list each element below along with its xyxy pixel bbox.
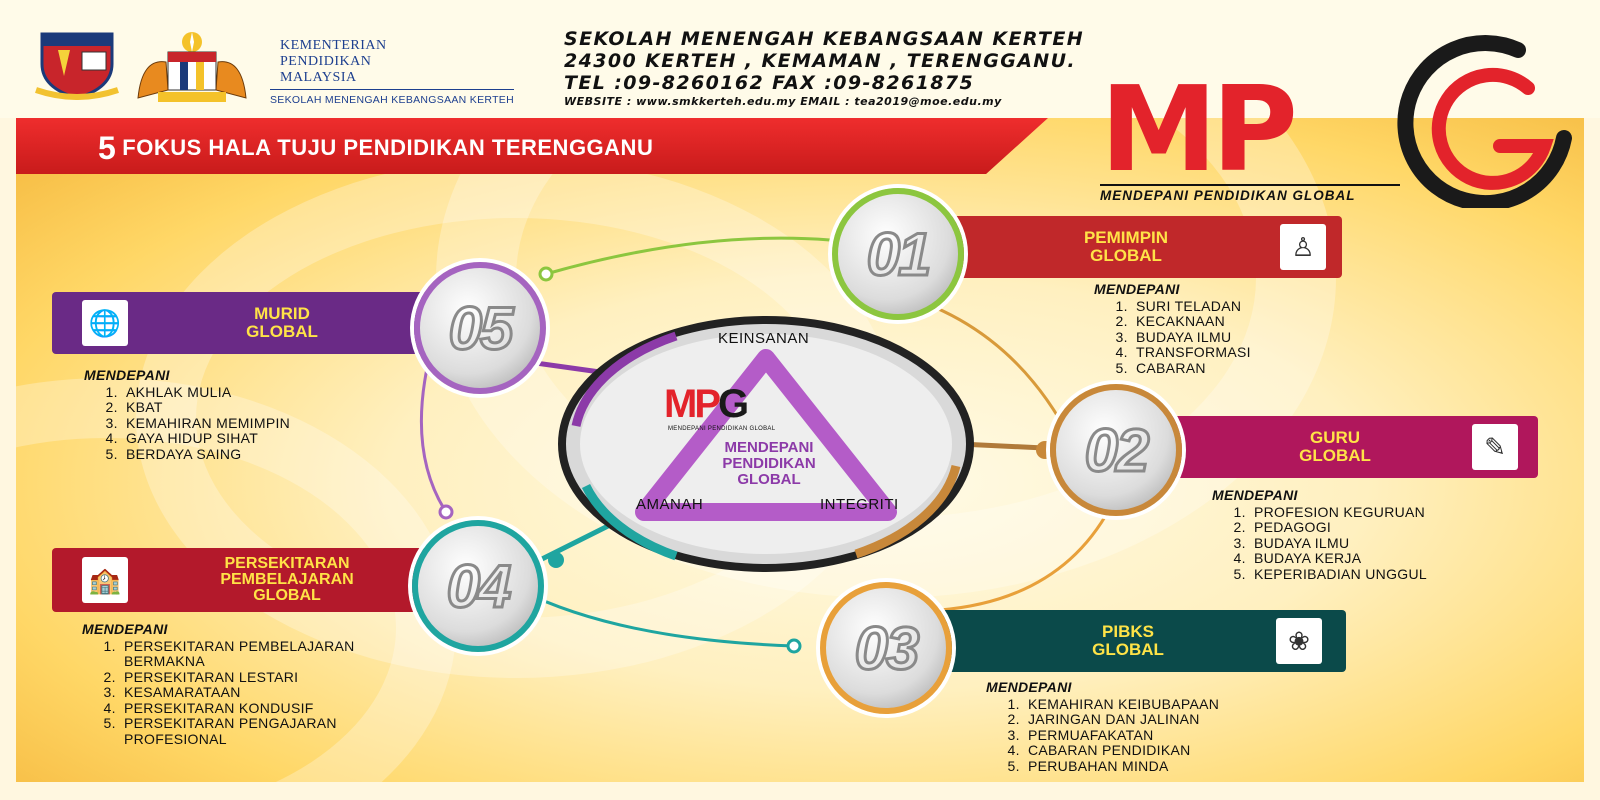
focus-card-pemimpin: [930, 216, 1342, 278]
focus-number-ring-01: [832, 188, 964, 320]
ministry-line-2: PENDIDIKAN: [280, 54, 372, 69]
list-item: 2. KBAT: [122, 400, 290, 416]
focus-5-title-2: GLOBAL: [246, 322, 318, 341]
center-keinsanan: KEINSANAN: [718, 330, 810, 347]
list-item: 4. PERSEKITARAN KONDUSIF: [120, 701, 482, 717]
mpg-letter-p: P: [1211, 60, 1292, 198]
focus-3-title-1: PIBKS: [1102, 622, 1154, 641]
focus-5-heading: MENDEPANI: [84, 367, 170, 383]
focus-number-ring-03: [820, 582, 952, 714]
focus-1-title-1: PEMIMPIN: [1083, 228, 1169, 247]
focus-number-01: 01: [866, 220, 930, 288]
title-text: FOKUS HALA TUJU PENDIDIKAN TERENGGANU: [122, 135, 654, 160]
center-amanah: AMANAH: [636, 496, 704, 513]
focus-3-title-2: GLOBAL: [1092, 640, 1164, 659]
focus-2-heading: MENDEPANI: [1212, 487, 1298, 503]
focus-number-05: 05: [448, 294, 512, 362]
title-number: 5: [98, 130, 117, 166]
list-item: 1. KEMAHIRAN KEIBUBAPAAN: [1024, 697, 1219, 713]
center-main-line-2: PENDIDIKAN: [722, 455, 816, 472]
center-main-line-1: MENDEPANI: [724, 439, 814, 456]
center-mpg-m: M: [664, 382, 695, 426]
focus-5-title-1: MURID: [254, 304, 310, 323]
focus-list-pemimpin: [1094, 282, 1251, 376]
school-building-icon: 🏫: [82, 557, 128, 603]
teacher-icon: ✎: [1472, 424, 1518, 470]
focus-number-03: 03: [854, 614, 918, 682]
list-item: 5. BERDAYA SAING: [122, 447, 290, 463]
focus-list-persekitaran: [82, 622, 482, 747]
student-globe-icon: 🌐: [82, 300, 128, 346]
focus-list-pibks: [986, 680, 1219, 774]
list-item: 1. PROFESION KEGURUAN: [1250, 505, 1427, 521]
focus-4-heading: MENDEPANI: [82, 621, 168, 637]
list-item: 4. BUDAYA KERJA: [1250, 551, 1427, 567]
school-name: SEKOLAH MENENGAH KEBANGSAAN KERTEH: [564, 28, 1085, 50]
center-integriti: INTEGRITI: [820, 496, 899, 513]
list-item: 3. KEMAHIRAN MEMIMPIN: [122, 416, 290, 432]
focus-card-pibks: [930, 610, 1346, 672]
ministry-line-3: MALAYSIA: [280, 70, 357, 85]
focus-2-title-1: GURU: [1309, 428, 1361, 447]
focus-4-title-2: PEMBELAJARAN: [220, 571, 354, 588]
list-item: 5. PERSEKITARAN PENGAJARAN PROFESIONAL: [120, 716, 440, 747]
center-mpg-p: P: [694, 382, 719, 426]
list-item: 3. BUDAYA ILMU: [1132, 330, 1251, 346]
focus-number-ring-05: [414, 262, 546, 394]
list-item: 3. KESAMARATAAN: [120, 685, 482, 701]
focus-1-heading: MENDEPANI: [1094, 281, 1180, 297]
center-main-text: [694, 440, 844, 488]
list-item: 4. TRANSFORMASI: [1132, 345, 1251, 361]
list-item: 1. PERSEKITARAN PEMBELAJARAN BERMAKNA: [120, 639, 420, 670]
focus-list-murid: [84, 368, 290, 462]
list-item: 3. PERMUAFAKATAN: [1024, 728, 1219, 744]
focus-number-ring-02: [1050, 384, 1182, 516]
center-logo-tagline: MENDEPANI PENDIDIKAN GLOBAL: [668, 426, 776, 432]
ministry-school-subtitle: SEKOLAH MENENGAH KEBANGSAAN KERTEH: [270, 89, 514, 108]
list-item: 1. SURI TELADAN: [1132, 299, 1251, 315]
list-item: 2. KECAKNAAN: [1132, 314, 1251, 330]
list-item: 2. PERSEKITARAN LESTARI: [120, 670, 482, 686]
ministry-line-1: KEMENTERIAN: [280, 38, 387, 53]
school-web-email: WEBSITE : www.smkkerteh.edu.my EMAIL : tea2019@moe.edu.my: [564, 95, 1002, 108]
list-item: 2. PEDAGOGI: [1250, 520, 1427, 536]
list-item: 5. CABARAN: [1132, 361, 1251, 377]
list-item: 2. JARINGAN DAN JALINAN: [1024, 712, 1219, 728]
focus-2-title-2: GLOBAL: [1299, 446, 1371, 465]
list-item: 4. CABARAN PENDIDIKAN: [1024, 743, 1219, 759]
list-item: 1. AKHLAK MULIA: [122, 385, 290, 401]
center-main-line-3: GLOBAL: [737, 471, 801, 488]
focus-number-02: 02: [1084, 416, 1148, 484]
mpg-letter-m: M: [1100, 60, 1212, 198]
list-item: 5. KEPERIBADIAN UNGGUL: [1250, 567, 1427, 583]
center-mpg-logo: [664, 384, 746, 424]
focus-3-heading: MENDEPANI: [986, 679, 1072, 695]
community-icon: ❀: [1276, 618, 1322, 664]
list-item: 5. PERUBAHAN MINDA: [1024, 759, 1219, 775]
focus-list-guru: [1212, 488, 1427, 582]
focus-1-title-2: GLOBAL: [1090, 246, 1162, 265]
center-mpg-g: G: [718, 382, 747, 426]
leader-icon: ♙: [1280, 224, 1326, 270]
list-item: 4. GAYA HIDUP SIHAT: [122, 431, 290, 447]
focus-4-title-1: PERSEKITARAN: [224, 555, 350, 572]
focus-4-title-3: GLOBAL: [253, 587, 321, 604]
school-phone: TEL :09-8260162 FAX :09-8261875: [564, 72, 975, 94]
mpg-tagline: MENDEPANI PENDIDIKAN GLOBAL: [1100, 184, 1400, 203]
focus-number-04: 04: [446, 552, 510, 620]
school-address: 24300 KERTEH , KEMAMAN , TERENGGANU.: [564, 50, 1077, 72]
list-item: 3. BUDAYA ILMU: [1250, 536, 1427, 552]
focus-card-murid: [52, 292, 472, 354]
